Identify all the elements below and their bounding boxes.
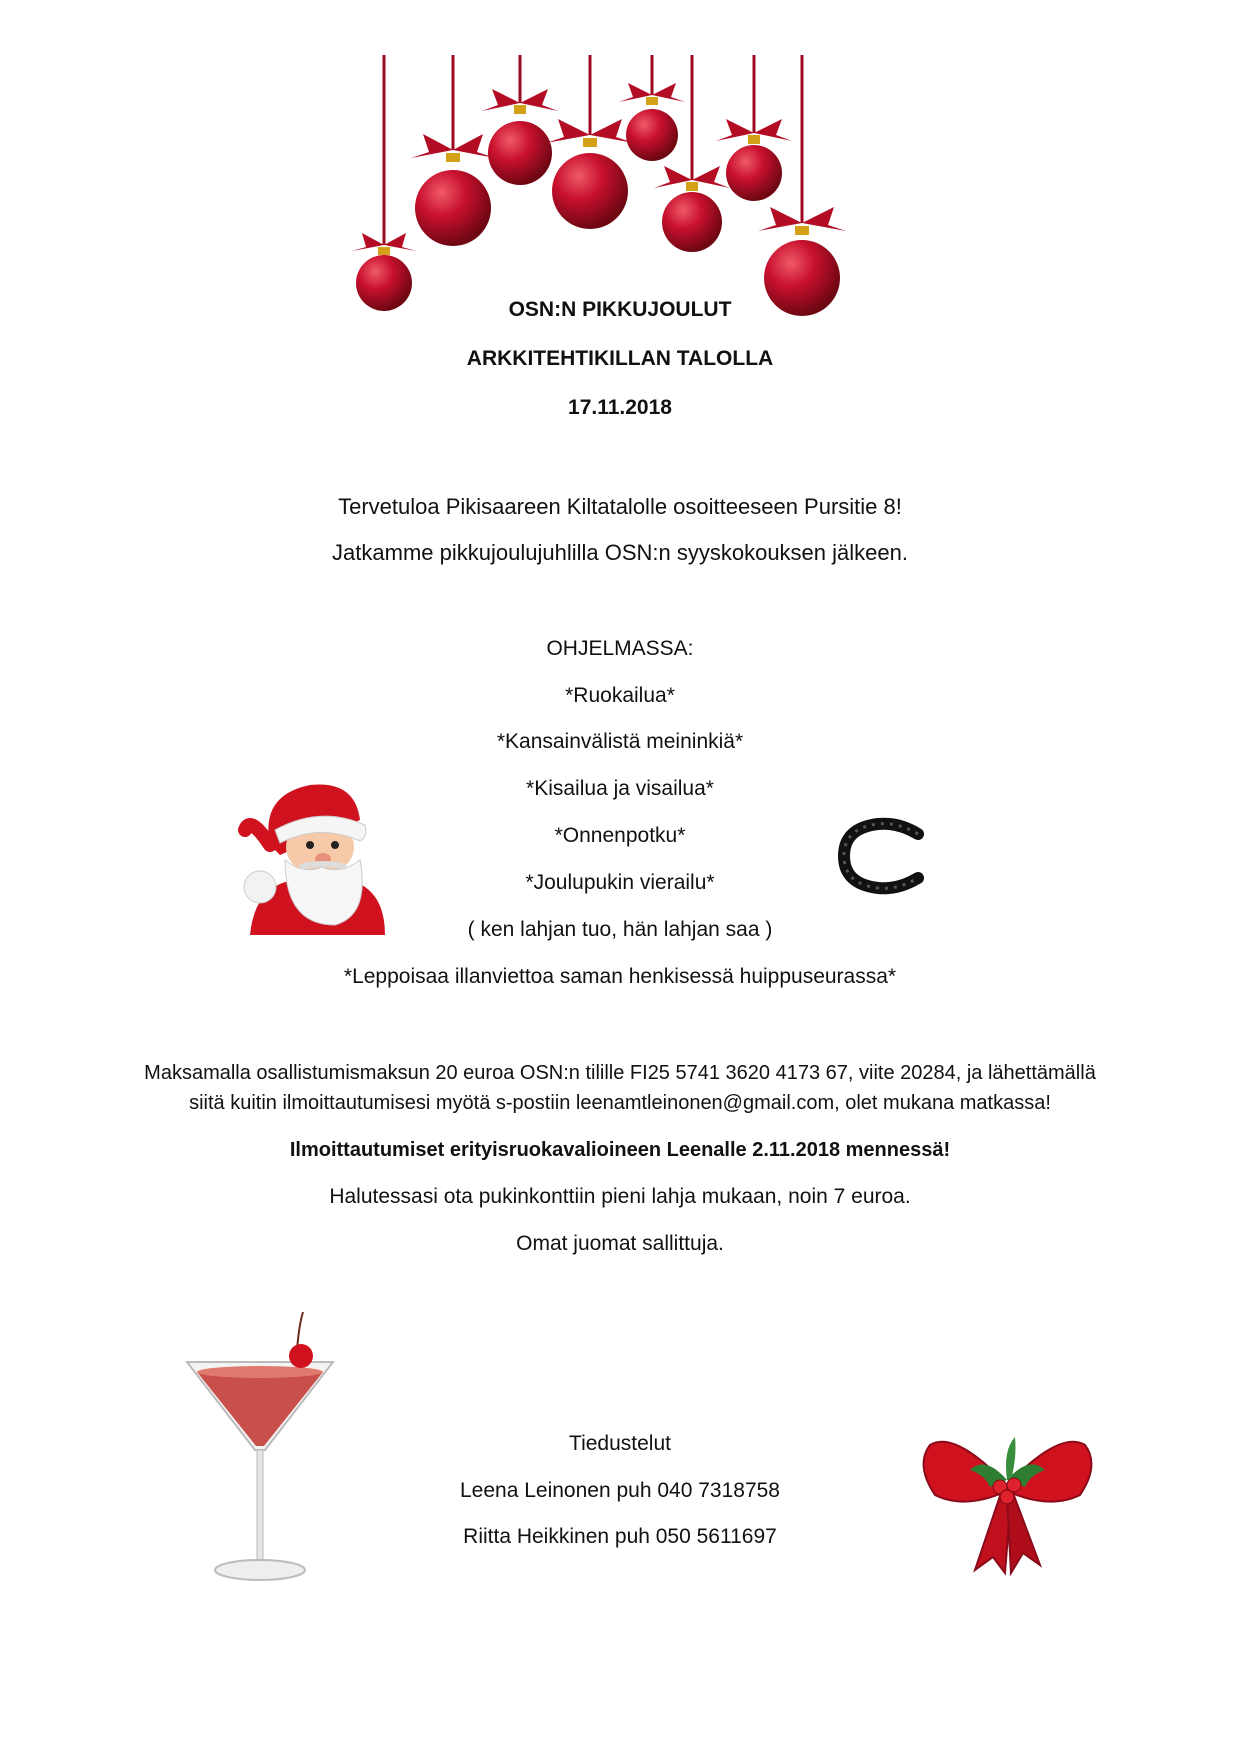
event-date: 17.11.2018 [568,396,672,419]
payment-line-2: siitä kuitin ilmoittautumisesi myötä s-postiin leenamtleinonen@gmail.com, olet mukana matkassa! [189,1092,1051,1114]
payment-line-1: Maksamalla osallistumismaksun 20 euroa OSN:n tilille FI25 5741 3620 4173 67, viite 20284, ja lähettämällä [144,1062,1096,1084]
horseshoe-icon [838,820,928,892]
program-item: *Joulupukin vierailu* [525,871,715,894]
ornament-2 [411,55,495,246]
program-title: OHJELMASSA: [546,637,694,660]
registration-deadline: Ilmoittautumiset erityisruokavalioineen Leenalle 2.11.2018 mennessä! [289,1139,951,1161]
santa-claus-icon [240,775,390,935]
program-item: *Kisailua ja visailua* [526,777,714,800]
program-item: *Kansainvälistä meininkiä* [496,730,744,753]
program-item: *Ruokailua* [565,684,675,707]
program-item: *Leppoisaa illanviettoa saman henkisessä huippuseurassa* [343,965,897,988]
drinks-note: Omat juomat sallittuja. [516,1232,724,1255]
event-title: OSN:N PIKKUJOULUT [508,298,732,321]
ornament-4 [546,55,634,229]
event-venue: ARKKITEHTIKILLAN TALOLLA [466,347,774,370]
ornament-5 [619,55,685,161]
ornament-7 [716,55,792,201]
program-item: *Onnenpotku* [554,824,686,847]
program-item: ( ken lahjan tuo, hän lahjan saa ) [467,918,773,941]
ornament-3 [482,55,558,185]
gift-note: Halutessasi ota pukinkonttiin pieni lahja mukaan, noin 7 euroa. [329,1185,911,1208]
contacts-title: Tiedustelut [569,1432,671,1455]
ornament-1 [352,55,416,311]
intro-line-2: Jatkamme pikkujoulujuhlilla OSN:n syyskokouksen jälkeen. [332,540,908,565]
holly-bow-icon [915,1425,1100,1575]
contact-person-1: Leena Leinonen puh 040 7318758 [460,1479,780,1502]
intro-line-1: Tervetuloa Pikisaareen Kiltatalolle osoitteeseen Pursitie 8! [338,494,902,519]
contact-person-2: Riitta Heikkinen puh 050 5611697 [463,1525,777,1548]
